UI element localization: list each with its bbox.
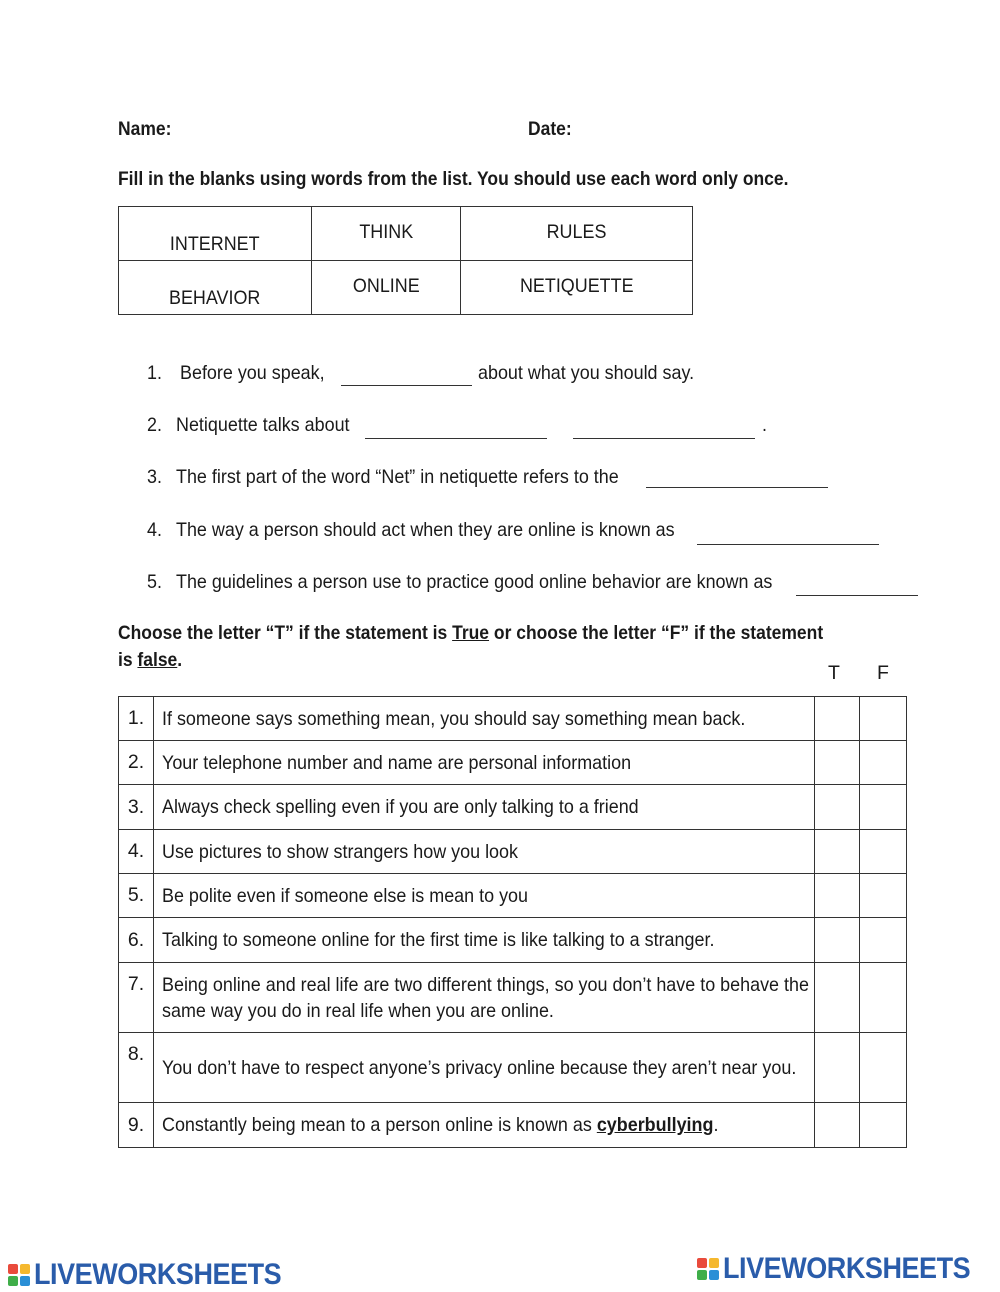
row-number: 3. — [119, 785, 154, 830]
statement: If someone says something mean, you should say something mean back. — [154, 697, 815, 741]
table-row — [119, 741, 907, 785]
blank-item-number: 1. — [147, 362, 162, 384]
table-row — [119, 874, 907, 918]
false-checkbox[interactable] — [860, 830, 907, 874]
table-row — [119, 1033, 907, 1103]
statement: Your telephone number and name are personal information — [154, 741, 815, 785]
true-false-instruction-line2: is false. — [118, 650, 183, 671]
statement: Be polite even if someone else is mean to you — [154, 874, 815, 918]
false-checkbox[interactable] — [860, 1103, 907, 1148]
word-bank-cell: INTERNET — [119, 207, 312, 261]
logo-blocks-icon — [697, 1258, 719, 1280]
logo-blocks-icon — [8, 1264, 30, 1286]
true-false-table — [118, 696, 907, 1148]
statement: Always check spelling even if you are only talking to a friend — [154, 785, 815, 830]
blank-item-number: 3. — [147, 466, 162, 488]
answer-blank-1[interactable] — [341, 385, 472, 386]
blank-item-text: Before you speak, — [180, 362, 325, 384]
cyberbullying-term: cyberbullying — [596, 1114, 714, 1136]
answer-blank-4[interactable] — [697, 544, 879, 545]
table-row — [119, 697, 907, 741]
blank-item-text: The guidelines a person use to practice good online behavior are known as — [176, 571, 773, 593]
blank-item-text-after: . — [762, 414, 767, 436]
fill-blanks-instruction: Fill in the blanks using words from the list. You should use each word only once. — [118, 169, 789, 190]
answer-blank-2a[interactable] — [365, 438, 547, 439]
true-false-instruction: Choose the letter “T” if the statement is True or choose the letter “F” if the statement — [118, 623, 824, 644]
blank-item-text: Netiquette talks about — [176, 414, 350, 436]
liveworksheets-logo-left: LIVEWORKSHEETS — [8, 1258, 309, 1292]
table-row — [119, 963, 907, 1033]
row-number: 7. — [119, 963, 154, 1033]
answer-blank-5[interactable] — [796, 595, 918, 596]
table-row — [119, 785, 907, 830]
word-bank-cell: NETIQUETTE — [461, 261, 693, 315]
row-number: 6. — [119, 918, 154, 963]
statement: Use pictures to show strangers how you look — [154, 830, 815, 874]
word-bank-cell: ONLINE — [312, 261, 461, 315]
false-checkbox[interactable] — [860, 785, 907, 830]
false-checkbox[interactable] — [860, 741, 907, 785]
answer-blank-3[interactable] — [646, 487, 828, 488]
column-f-header: F — [877, 662, 889, 684]
liveworksheets-logo-right: LIVEWORKSHEETS — [697, 1252, 998, 1286]
blank-item-number: 5. — [147, 571, 162, 593]
false-checkbox[interactable] — [860, 963, 907, 1033]
word-bank-cell: THINK — [312, 207, 461, 261]
date-label: Date: — [528, 119, 572, 140]
word-bank-cell: BEHAVIOR — [119, 261, 312, 315]
word-bank-table — [118, 206, 693, 315]
row-number: 1. — [119, 697, 154, 741]
blank-item-text-after: about what you should say. — [478, 362, 695, 384]
statement: You don’t have to respect anyone’s privacy online because they aren’t near you. — [154, 1033, 815, 1103]
column-t-header: T — [828, 662, 840, 684]
false-checkbox[interactable] — [860, 1033, 907, 1103]
row-number: 9. — [119, 1103, 154, 1148]
false-checkbox[interactable] — [860, 697, 907, 741]
blank-item-text: The first part of the word “Net” in netiquette refers to the — [176, 466, 619, 488]
answer-blank-2b[interactable] — [573, 438, 755, 439]
row-number: 5. — [119, 874, 154, 918]
table-row — [119, 830, 907, 874]
false-checkbox[interactable] — [860, 874, 907, 918]
blank-item-number: 2. — [147, 414, 162, 436]
row-number: 4. — [119, 830, 154, 874]
table-row — [119, 1103, 907, 1148]
false-checkbox[interactable] — [860, 918, 907, 963]
name-label: Name: — [118, 119, 172, 140]
row-number: 2. — [119, 741, 154, 785]
row-number: 8. — [119, 1033, 154, 1103]
table-row — [119, 918, 907, 963]
word-bank-cell: RULES — [461, 207, 693, 261]
blank-item-number: 4. — [147, 519, 162, 541]
statement: Constantly being mean to a person online is known as cyberbullying. — [154, 1103, 815, 1148]
statement: Talking to someone online for the first time is like talking to a stranger. — [154, 918, 815, 963]
blank-item-text: The way a person should act when they are online is known as — [176, 519, 675, 541]
statement: Being online and real life are two different things, so you don’t have to behave the same way you do in real life when you are online. — [154, 963, 815, 1033]
